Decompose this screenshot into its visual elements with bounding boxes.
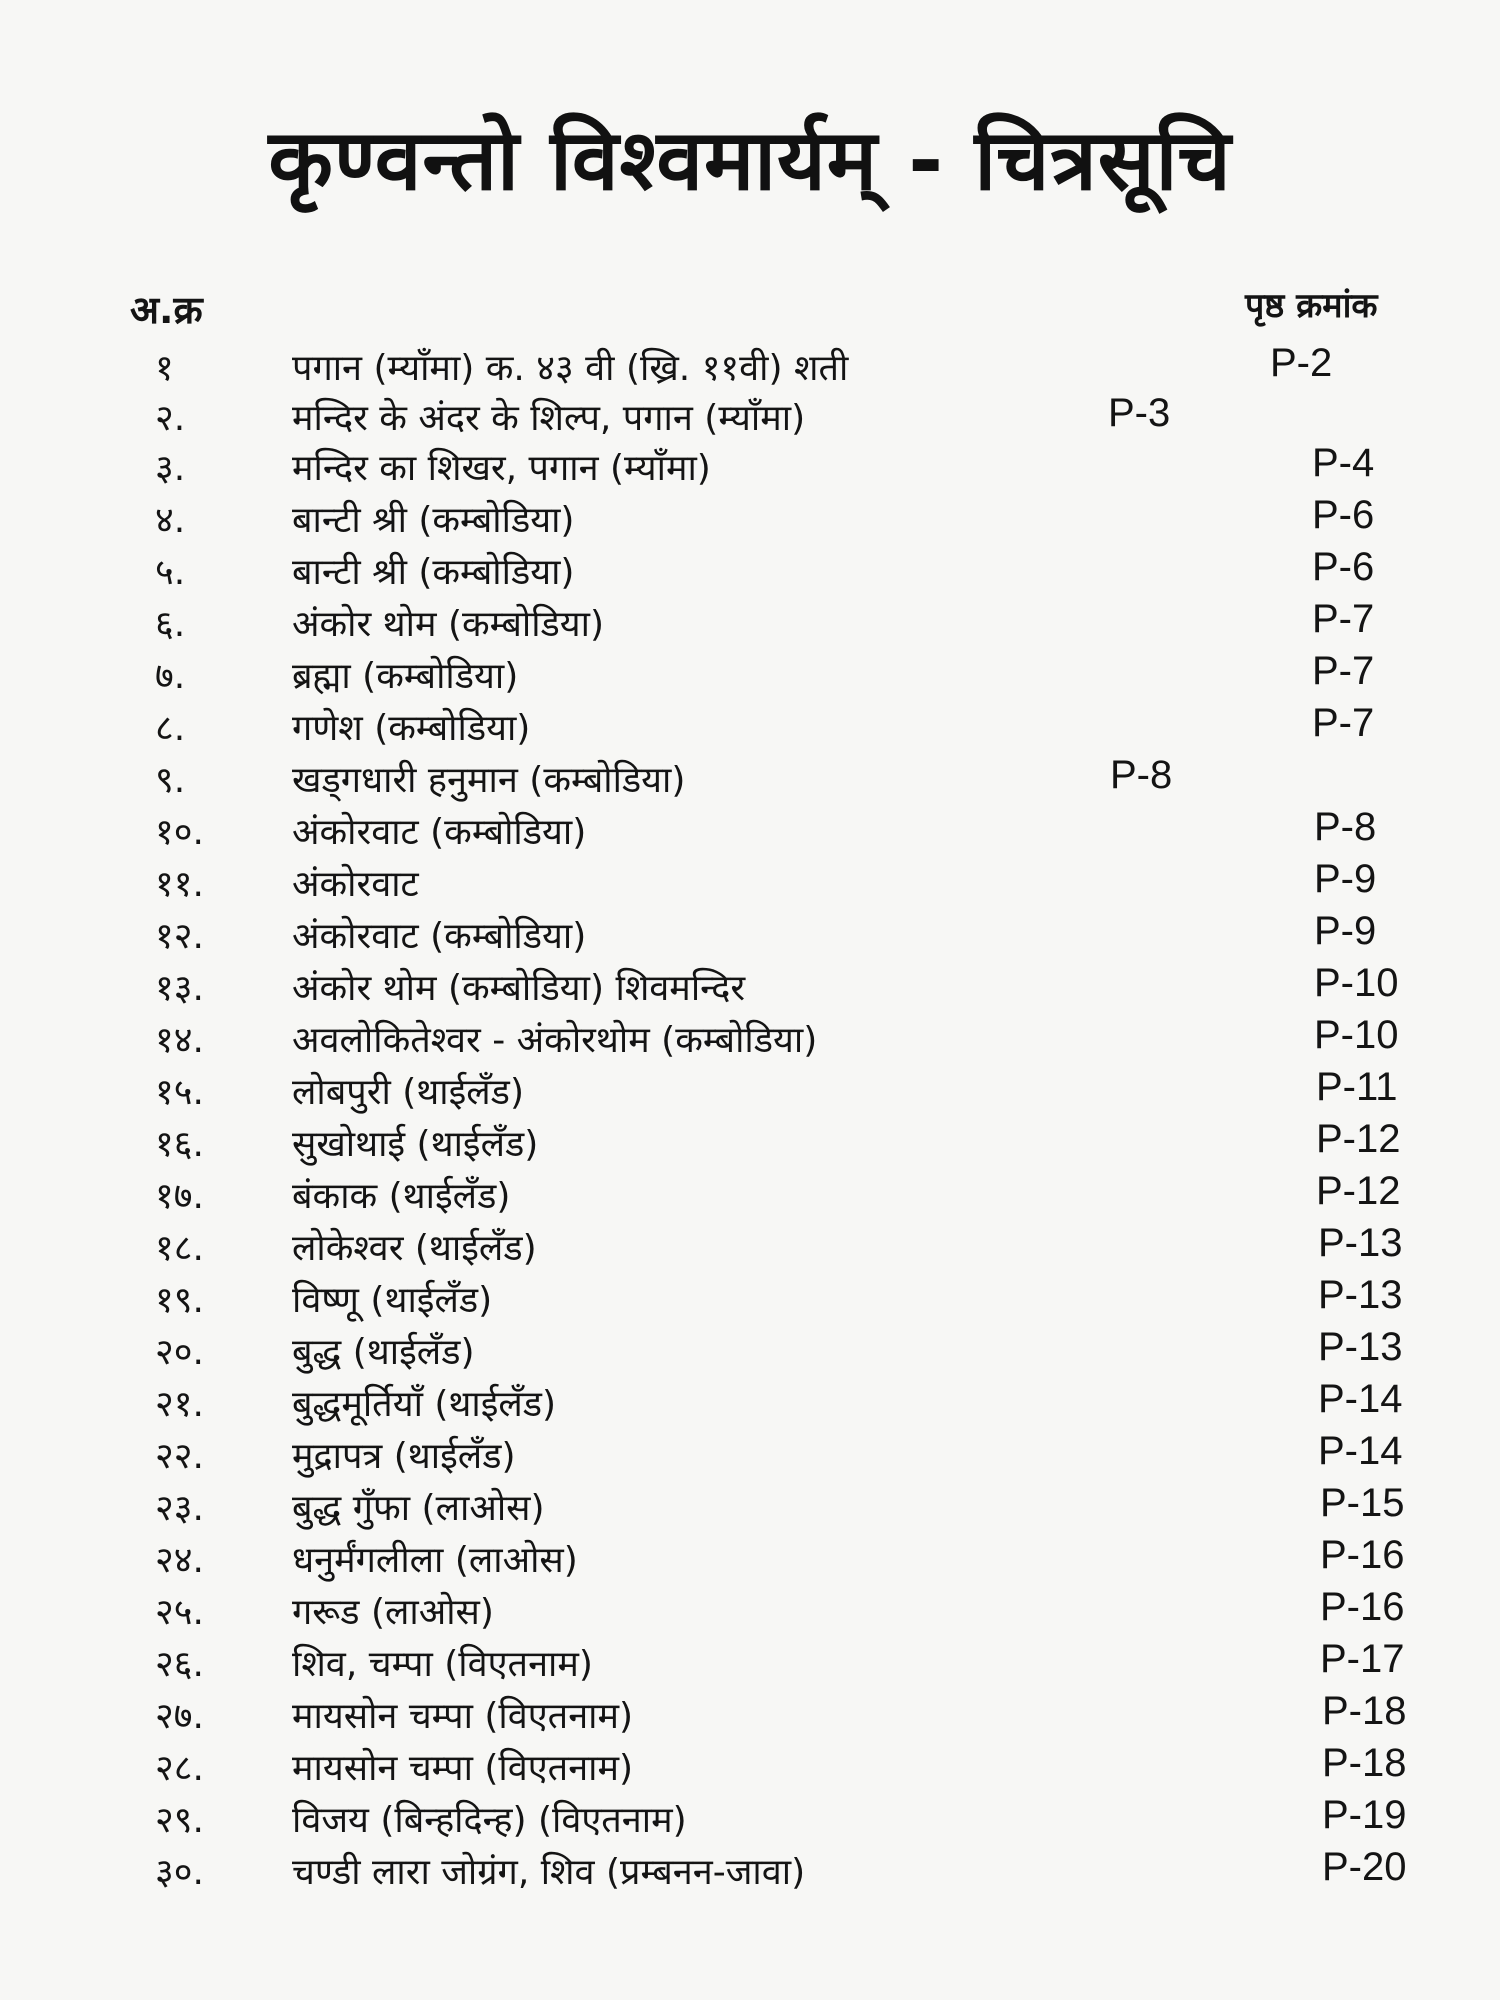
entry-number: १५. <box>155 1072 204 1113</box>
entry-page-number: P-6 <box>1312 545 1375 589</box>
entry-description: शिव, चम्पा (विएतनाम) <box>292 1644 593 1685</box>
serial-number-header: अ.क्र <box>130 288 203 332</box>
entry-page-number: P-13 <box>1318 1325 1403 1369</box>
entry-description: चण्डी लारा जोग्रंग, शिव (प्रम्बनन-जावा) <box>292 1852 806 1893</box>
list-item <box>0 703 1500 755</box>
entry-page-number: P-14 <box>1318 1429 1403 1473</box>
entry-description: मुद्रापत्र (थाईलँड) <box>292 1436 516 1477</box>
entry-page-number: P-11 <box>1316 1065 1398 1109</box>
entry-number: १७. <box>155 1176 204 1217</box>
entry-number: ६. <box>155 604 186 645</box>
entry-number: १४. <box>155 1020 204 1061</box>
entry-description: मायसोन चम्पा (विएतनाम) <box>292 1696 634 1737</box>
entry-description: विष्णू (थाईलँड) <box>292 1280 493 1321</box>
list-item <box>0 911 1500 963</box>
entry-page-number: P-3 <box>1108 391 1171 435</box>
entry-number: १६. <box>155 1124 204 1165</box>
entry-number: २५. <box>155 1592 204 1633</box>
entry-page-number: P-9 <box>1314 857 1377 901</box>
entry-page-number: P-7 <box>1312 649 1375 693</box>
entry-number: २१. <box>155 1384 204 1425</box>
entry-page-number: P-7 <box>1312 597 1375 641</box>
list-item <box>0 495 1500 547</box>
entry-page-number: P-13 <box>1318 1221 1403 1265</box>
entry-page-number: P-16 <box>1320 1585 1405 1629</box>
entry-description: विजय (बिन्हदिन्ह) (विएतनाम) <box>292 1800 687 1841</box>
entry-page-number: P-4 <box>1312 441 1375 485</box>
entry-description: खड्गधारी हनुमान (कम्बोडिया) <box>292 760 686 801</box>
entry-description: अंकोर थोम (कम्बोडिया) <box>292 604 605 645</box>
entry-page-number: P-2 <box>1270 341 1333 385</box>
entry-description: लोबपुरी (थाईलँड) <box>292 1072 524 1113</box>
list-item <box>0 963 1500 1015</box>
entry-page-number: P-13 <box>1318 1273 1403 1317</box>
list-item <box>0 599 1500 651</box>
entry-page-number: P-18 <box>1322 1689 1407 1733</box>
entry-number: ३०. <box>155 1852 204 1893</box>
list-item <box>0 443 1500 495</box>
entry-page-number: P-16 <box>1320 1533 1405 1577</box>
page-number-header: पृष्ठ क्रमांक <box>1245 286 1378 326</box>
entry-description: बंकाक (थाईलँड) <box>292 1176 511 1217</box>
entry-description: मन्दिर के अंदर के शिल्प, पगान (म्याँमा) <box>292 398 806 439</box>
list-item <box>0 1639 1500 1691</box>
entry-page-number: P-6 <box>1312 493 1375 537</box>
entry-description: बान्टी श्री (कम्बोडिया) <box>292 500 575 541</box>
entry-number: २६. <box>155 1644 204 1685</box>
list-item <box>0 1795 1500 1847</box>
entry-description: अंकोरवाट (कम्बोडिया) <box>292 916 587 957</box>
entry-number: २८. <box>155 1748 204 1789</box>
entry-number: ३. <box>155 448 186 489</box>
entry-description: ब्रह्मा (कम्बोडिया) <box>292 656 519 697</box>
list-item <box>0 1431 1500 1483</box>
entry-description: अंकोरवाट (कम्बोडिया) <box>292 812 587 853</box>
entry-number: २९. <box>155 1800 204 1841</box>
entry-page-number: P-7 <box>1312 701 1375 745</box>
entry-description: बुद्धमूर्तियाँ (थाईलँड) <box>292 1384 557 1425</box>
list-item <box>0 807 1500 859</box>
entry-description: बुद्ध (थाईलँड) <box>292 1332 475 1373</box>
entry-page-number: P-10 <box>1314 1013 1399 1057</box>
entry-page-number: P-14 <box>1318 1377 1403 1421</box>
entry-page-number: P-10 <box>1314 961 1399 1005</box>
entry-page-number: P-20 <box>1322 1845 1407 1889</box>
entry-number: ११. <box>155 864 204 905</box>
entry-number: २. <box>155 398 186 439</box>
entry-number: ४. <box>155 500 186 541</box>
entry-number: १ <box>155 348 174 389</box>
entry-number: ५. <box>155 552 186 593</box>
entry-number: ८. <box>155 708 186 749</box>
entry-number: २२. <box>155 1436 204 1477</box>
list-item <box>0 1171 1500 1223</box>
entry-number: ७. <box>155 656 186 697</box>
entry-number: १०. <box>155 812 204 853</box>
entry-page-number: P-17 <box>1320 1637 1405 1681</box>
entry-number: २७. <box>155 1696 204 1737</box>
list-item <box>0 1483 1500 1535</box>
entry-description: सुखोथाई (थाईलँड) <box>292 1124 539 1165</box>
entry-description: धनुर्मंगलीला (लाओस) <box>292 1540 578 1581</box>
list-item <box>0 1535 1500 1587</box>
entry-page-number: P-9 <box>1314 909 1377 953</box>
entry-description: बुद्ध गुँफा (लाओस) <box>292 1488 545 1529</box>
list-item <box>0 651 1500 703</box>
entry-page-number: P-12 <box>1316 1117 1401 1161</box>
entry-page-number: P-15 <box>1320 1481 1405 1525</box>
entry-number: १३. <box>155 968 204 1009</box>
entry-number: २३. <box>155 1488 204 1529</box>
entry-number: १९. <box>155 1280 204 1321</box>
entry-page-number: P-18 <box>1322 1741 1407 1785</box>
list-item <box>0 1223 1500 1275</box>
entry-page-number: P-12 <box>1316 1169 1401 1213</box>
entry-description: गणेश (कम्बोडिया) <box>292 708 531 749</box>
entry-number: १२. <box>155 916 204 957</box>
list-item <box>0 859 1500 911</box>
list-item <box>0 547 1500 599</box>
entry-number: १८. <box>155 1228 204 1269</box>
list-item <box>0 755 1500 807</box>
entry-description: पगान (म्याँमा) क. ४३ वी (ख्रि. ११वी) शती <box>292 348 849 389</box>
list-item <box>0 1119 1500 1171</box>
entry-description: अंकोर थोम (कम्बोडिया) शिवमन्दिर <box>292 968 746 1009</box>
list-item <box>0 343 1500 395</box>
page-title: कृण्वन्तो विश्वमार्यम् - चित्रसूचि <box>268 111 1232 209</box>
list-item <box>0 1587 1500 1639</box>
list-item <box>0 393 1500 445</box>
entry-page-number: P-8 <box>1110 753 1173 797</box>
list-item <box>0 1067 1500 1119</box>
entry-description: अवलोकितेश्वर - अंकोरथोम (कम्बोडिया) <box>292 1020 818 1061</box>
entry-description: बान्टी श्री (कम्बोडिया) <box>292 552 575 593</box>
list-item <box>0 1275 1500 1327</box>
entry-description: मन्दिर का शिखर, पगान (म्याँमा) <box>292 448 711 489</box>
entry-description: गरूड (लाओस) <box>292 1592 494 1633</box>
list-item <box>0 1691 1500 1743</box>
list-item <box>0 1847 1500 1899</box>
entry-description: मायसोन चम्पा (विएतनाम) <box>292 1748 634 1789</box>
entry-number: ९. <box>155 760 186 801</box>
entry-description: अंकोरवाट <box>292 864 419 905</box>
entry-page-number: P-19 <box>1322 1793 1407 1837</box>
list-item <box>0 1327 1500 1379</box>
list-item <box>0 1015 1500 1067</box>
entry-page-number: P-8 <box>1314 805 1377 849</box>
list-item <box>0 1743 1500 1795</box>
list-item <box>0 1379 1500 1431</box>
entry-number: २४. <box>155 1540 204 1581</box>
entry-description: लोकेश्वर (थाईलँड) <box>292 1228 537 1269</box>
entry-number: २०. <box>155 1332 204 1373</box>
